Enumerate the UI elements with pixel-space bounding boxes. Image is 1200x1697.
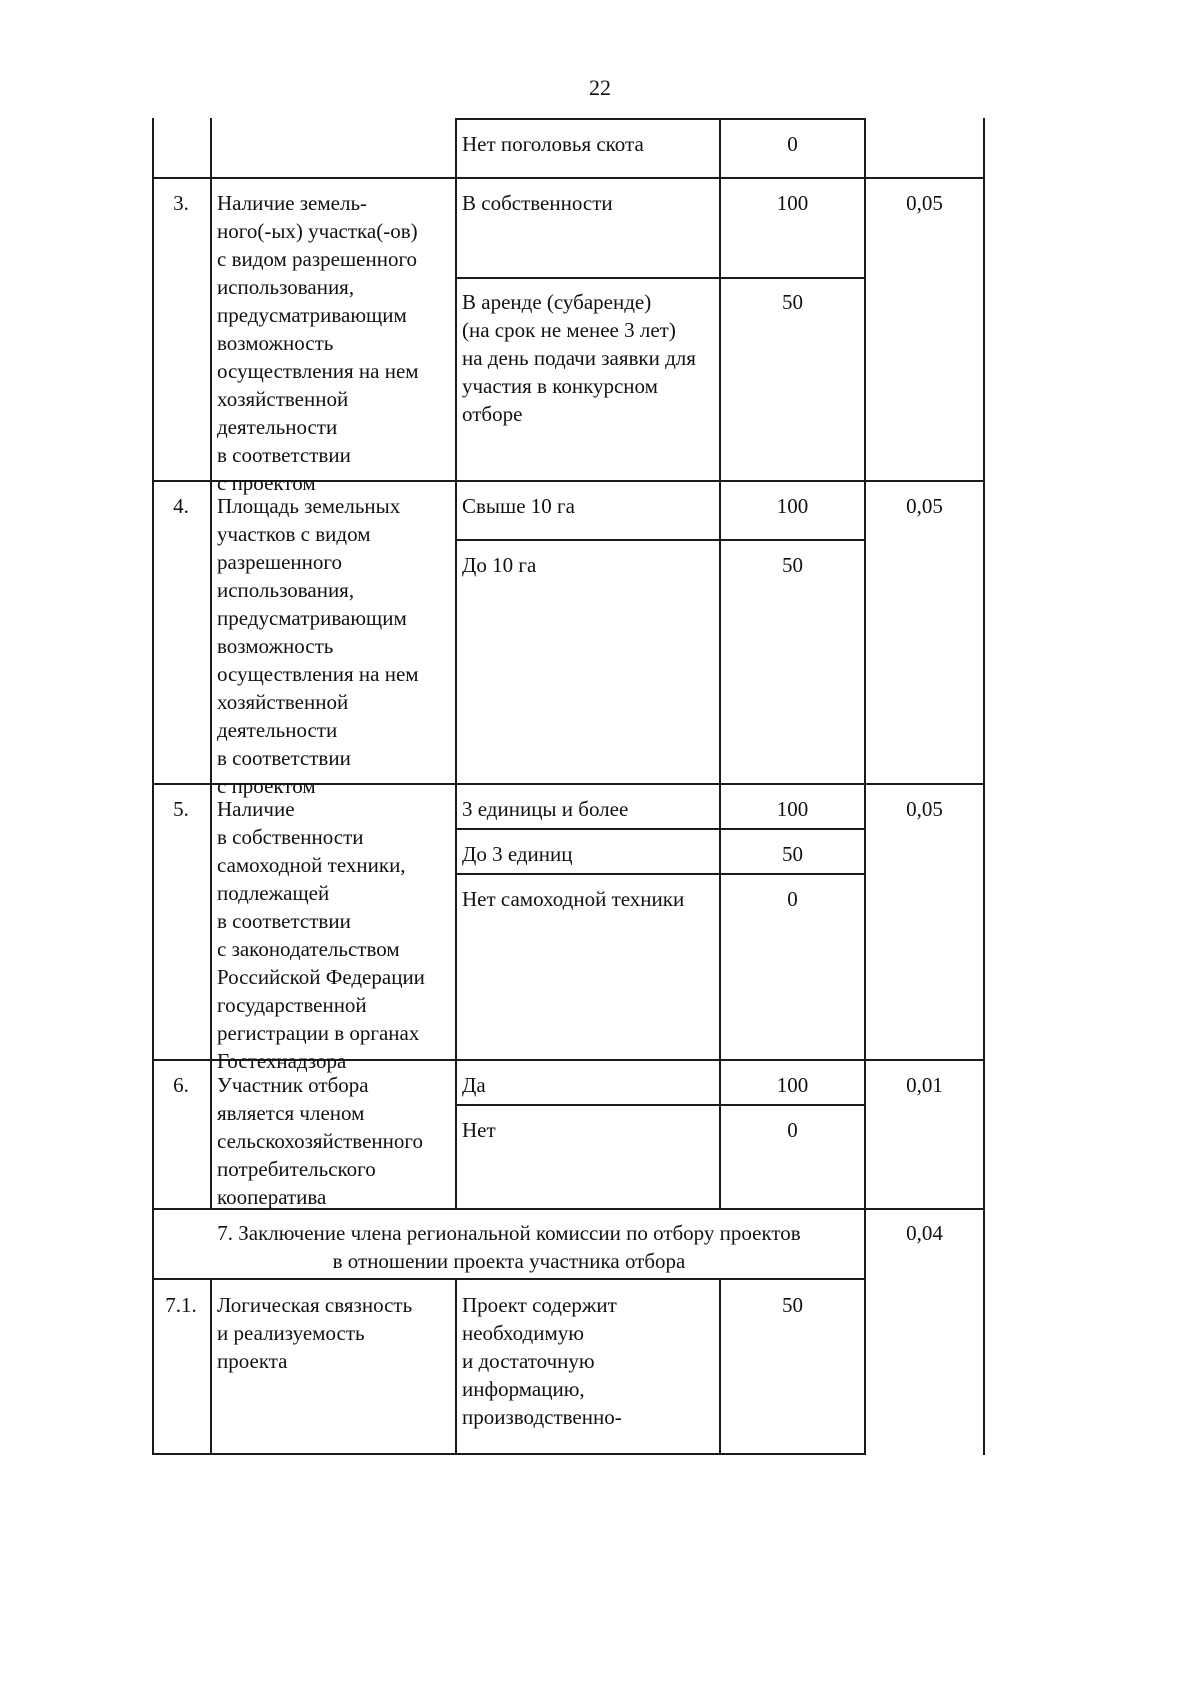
table-border-bottom [152,1453,866,1455]
criterion-name: Наличие в собственности самоходной техники, подлежащей в соответствии с законодательством Российской Федерации государственной регистрации в органах Гостехнадзора [217,797,425,1073]
option-separator [455,118,866,120]
row-number: 4. [173,494,189,518]
option-text: Да [462,1073,486,1097]
option-score: 0 [787,1118,798,1142]
option-text: Проект содержит необходимую и достаточную информацию, производственно- [462,1293,622,1429]
section-title: 7. Заключение члена региональной комиссии по отбору проектов в отношении проекта участника отбора [217,1221,801,1273]
criterion-name: Участник отбора является членом сельскохозяйственного потребительского кооператива [217,1073,423,1209]
weight-value: 0,05 [906,494,943,518]
row-separator-3 [152,177,985,179]
option-text: Свыше 10 га [462,494,575,518]
option-score: 100 [776,1073,809,1097]
column-divider-1b [210,1279,212,1455]
option-score: 50 [782,842,803,866]
criterion-name: Логическая связность и реализуемость проекта [217,1293,413,1373]
option-separator [455,828,866,830]
criterion-name: Площадь земельных участков с видом разрешенного использования, предусматривающим возможность осуществления на нем хозяйственной деятельности в соответствии с проектом [217,494,419,798]
column-divider-3 [719,118,721,1209]
option-text: Нет [462,1118,496,1142]
weight-value: 0,05 [906,191,943,215]
weight-value: 0,01 [906,1073,943,1097]
option-separator [455,277,866,279]
option-text: 3 единицы и более [462,797,629,821]
row-number: 6. [173,1073,189,1097]
option-text: В собственности [462,191,613,215]
row-number: 7.1. [165,1293,197,1317]
option-score: 50 [782,1293,803,1317]
option-separator [455,873,866,875]
weight-value: 0,04 [906,1221,943,1245]
column-divider-2 [455,118,457,1209]
option-score: 50 [782,553,803,577]
row-number: 5. [173,797,189,821]
option-score: 50 [782,290,803,314]
option-text: В аренде (субаренде) (на срок не менее 3 лет) на день подачи заявки для участия в конкурсном отборе [462,290,696,426]
table-border-right [983,118,985,1455]
option-separator [455,539,866,541]
criterion-name: Наличие земель- ного(-ых) участка(-ов) с видом разрешенного использования, предусматривающим возможность осуществления на нем хозяйственной деятельности в соответствии с проектом [217,191,419,495]
option-separator [455,1104,866,1106]
column-divider-2b [455,1279,457,1455]
option-score: 100 [776,191,809,215]
page-number: 22 [589,75,611,100]
option-score: 0 [787,887,798,911]
column-divider-1 [210,118,212,1209]
option-text: Нет поголовья скота [462,132,644,156]
option-score: 100 [776,494,809,518]
row-number: 3. [173,191,189,215]
option-text: Нет самоходной техники [462,887,685,911]
option-text: До 3 единиц [462,842,573,866]
option-score: 100 [776,797,809,821]
row-separator-71 [152,1278,866,1280]
weight-value: 0,05 [906,797,943,821]
option-text: До 10 га [462,553,537,577]
option-score: 0 [787,132,798,156]
